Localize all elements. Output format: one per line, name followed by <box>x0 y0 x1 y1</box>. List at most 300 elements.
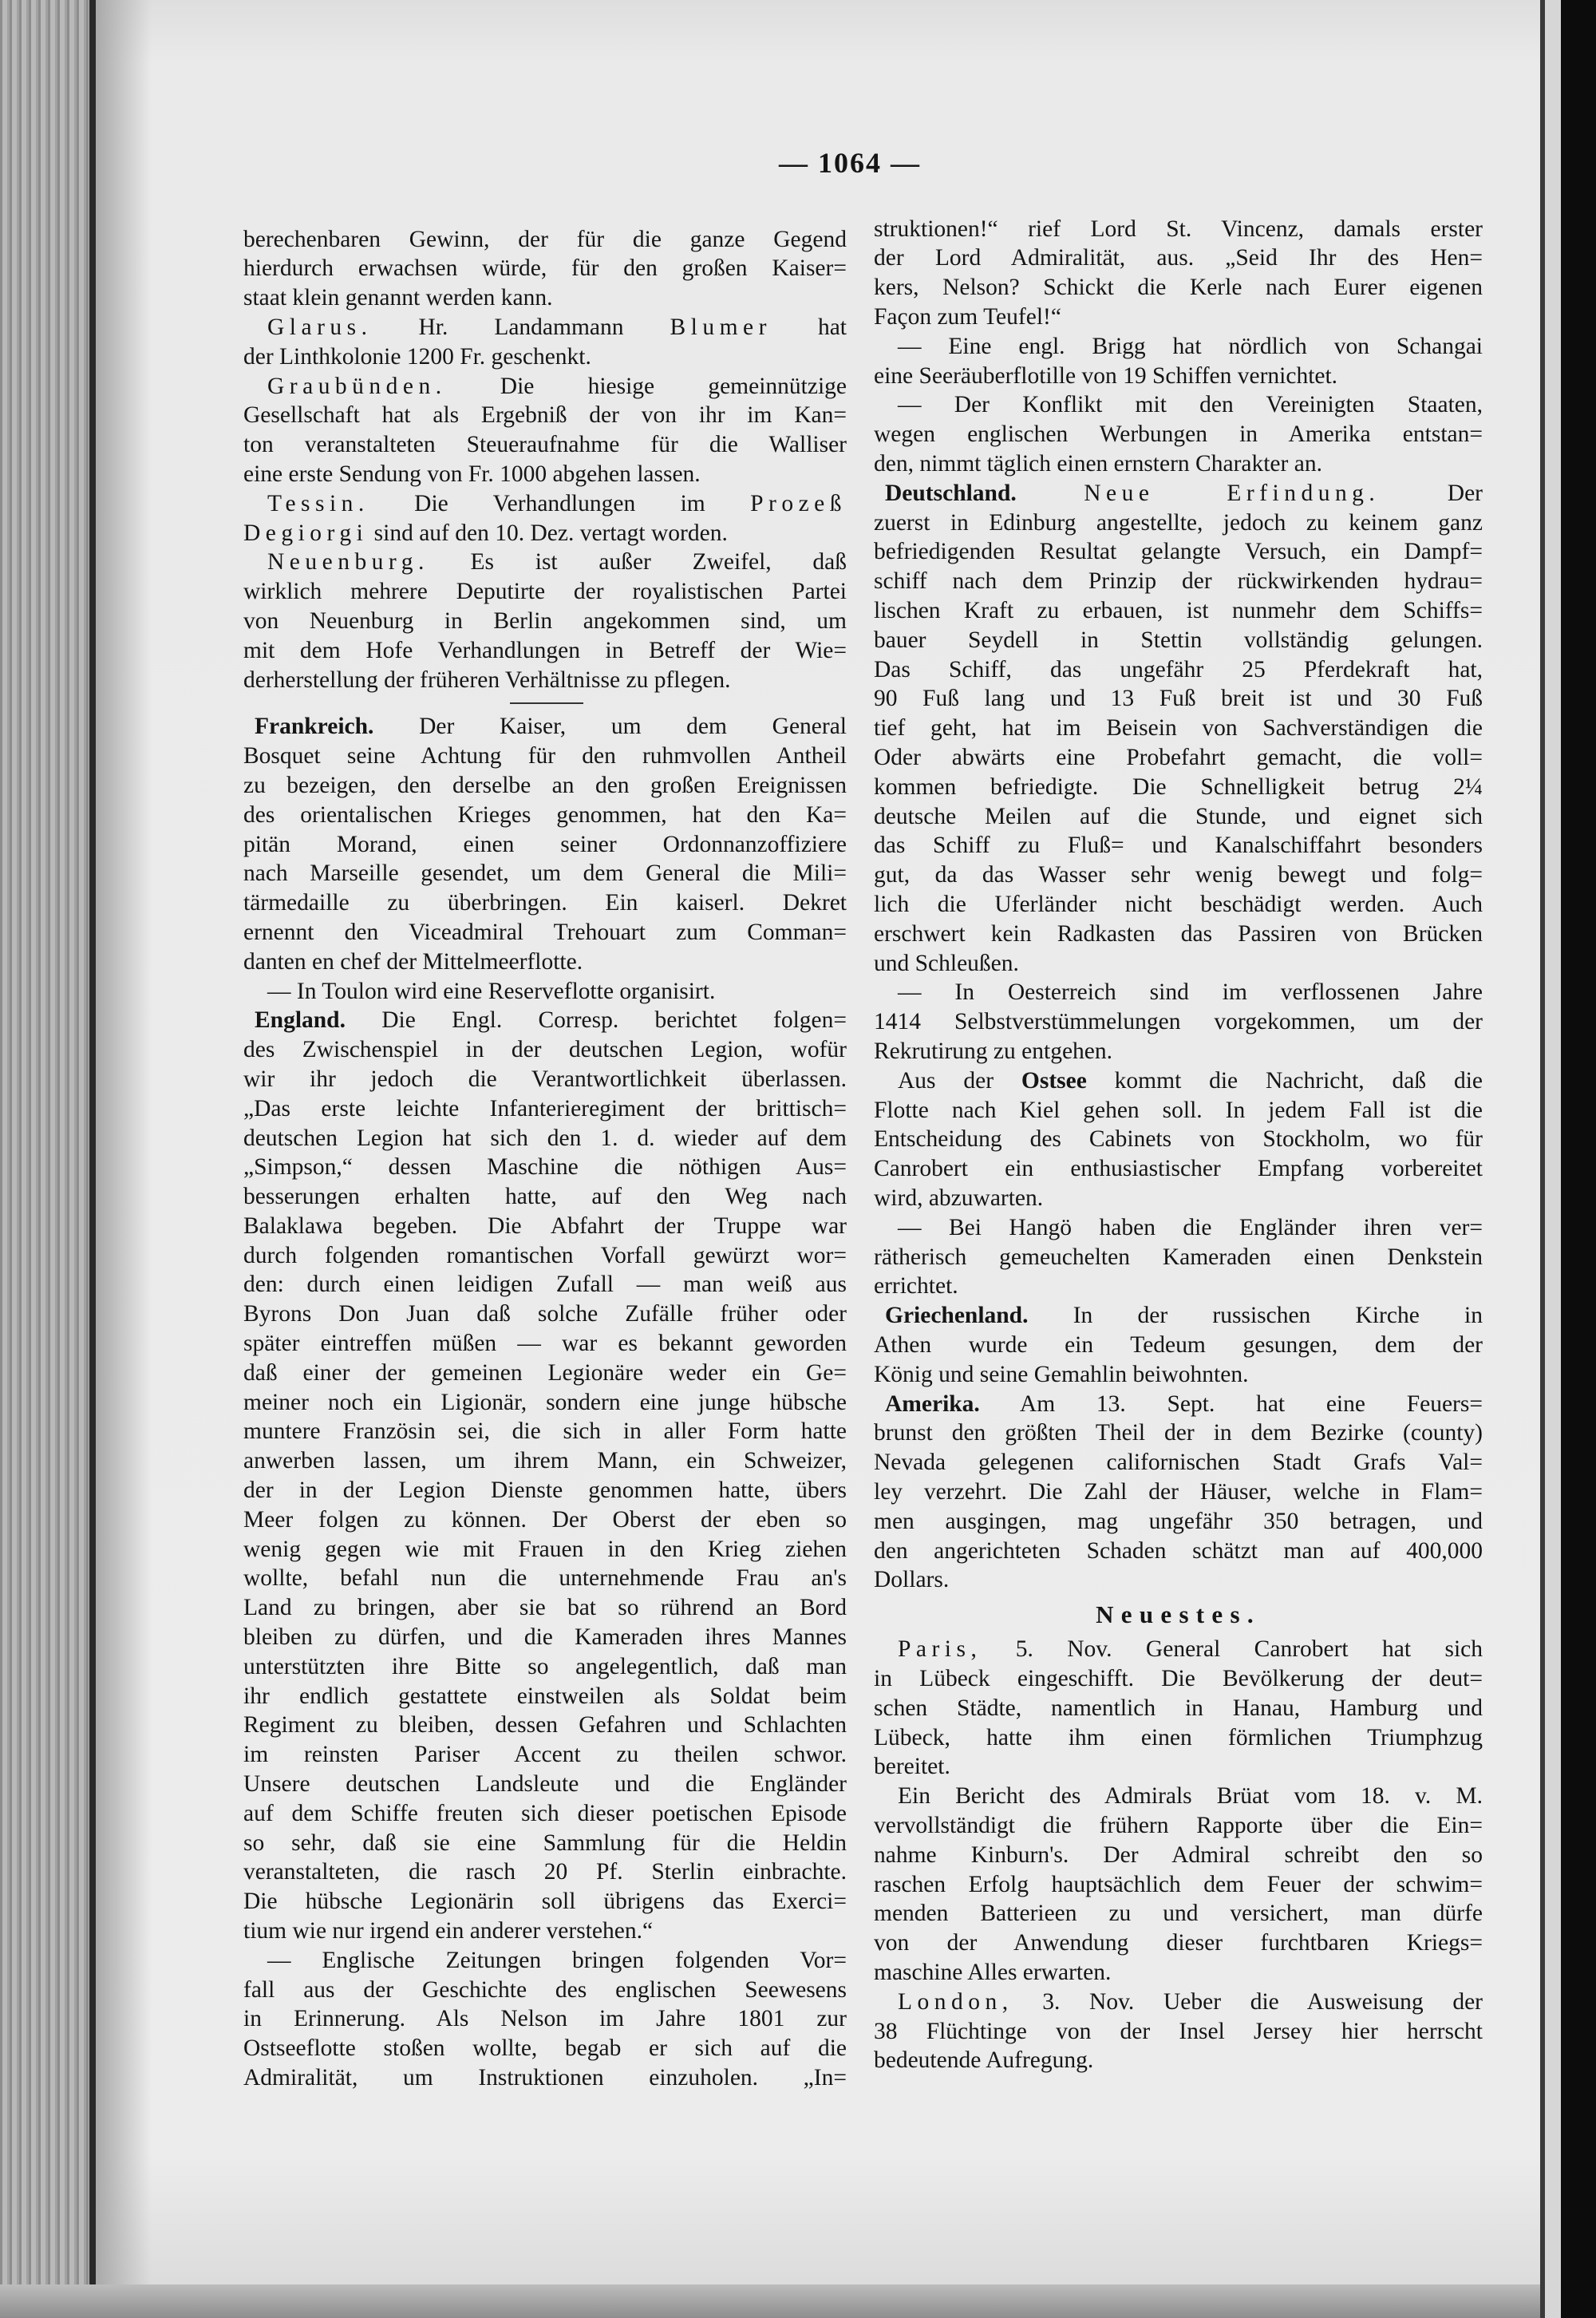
text-run: sind auf den 10. Dez. vertagt worden. <box>368 520 728 546</box>
text-line <box>243 636 847 666</box>
text-run: ernennt den Viceadmiral Trehouart zum Comman= <box>243 919 847 945</box>
text-run: pitän Morand, einen seiner Ordonnanzoffiziere <box>243 831 847 857</box>
spaced-name: Paris, <box>898 1636 982 1663</box>
text-run: rätherisch gemeuchelten Kameraden einen Denkstein <box>874 1244 1483 1270</box>
text-line <box>243 1299 847 1329</box>
article-paragraph <box>243 313 847 372</box>
text-run: Balaklawa begeben. Die Abfahrt der Truppe war <box>243 1212 847 1239</box>
text-run: hat <box>771 314 847 340</box>
text-run: Bosquet seine Achtung für den ruhmvollen Antheil <box>243 743 847 769</box>
text-line <box>243 1976 847 2005</box>
text-line <box>243 1388 847 1418</box>
text-line <box>874 949 1483 979</box>
text-line <box>243 1770 847 1799</box>
text-run: den, nimmt täglich einen ernstern Charakter an. <box>874 451 1322 477</box>
text-line <box>874 1066 1483 1096</box>
spaced-name: London, <box>898 1988 1013 2015</box>
text-line <box>243 1212 847 1241</box>
text-line <box>243 666 847 695</box>
text-line <box>874 1723 1483 1753</box>
text-run: das Schiff zu Fluß= und Kanalschiffahrt besonders <box>874 833 1483 859</box>
text-run: struktionen!“ rief Lord St. Vincenz, damals erster <box>874 216 1483 242</box>
text-run: 1414 Selbstverstümmelungen vorgekommen, um der <box>874 1009 1483 1035</box>
text-line <box>243 859 847 888</box>
bold-rubric: Frankreich. <box>255 714 374 740</box>
text-run: hierdurch erwachsen würde, für den großen Kaiser= <box>243 255 847 282</box>
text-line <box>874 920 1483 949</box>
text-run: Gesellschaft hat als Ergebniß der von ihr im Kan= <box>243 402 847 429</box>
text-run: tärmedaille zu überbringen. Ein kaiserl. Dekret <box>243 890 847 916</box>
text-run: lich die Uferländer nicht beschädigt werden. Auch <box>874 892 1483 918</box>
text-run: kers, Nelson? Schickt die Kerle nach Eurer eigenen <box>874 275 1483 301</box>
text-run: Regiment zu bleiben, dessen Gefahren und Schlachten <box>243 1712 847 1738</box>
page-number: — 1064 — <box>779 147 921 179</box>
text-line <box>874 831 1483 860</box>
bold-rubric: Amerika. <box>885 1390 980 1417</box>
text-run: ihr endlich gestattete einstweilen als Soldat beim <box>243 1683 847 1709</box>
text-line <box>874 479 1483 508</box>
text-run: tief geht, hat im Beisein von Sachverständigen die <box>874 715 1483 742</box>
text-line <box>874 1448 1483 1477</box>
text-line <box>243 401 847 430</box>
text-run: Unsere deutschen Landsleute und die Engländer <box>243 1771 847 1798</box>
text-run: der Linthkolonie 1200 Fr. geschenkt. <box>243 343 591 370</box>
right-column <box>874 215 1483 2075</box>
text-run: wir ihr jedoch die Verantwortlichkeit überlassen. <box>243 1066 847 1092</box>
text-line <box>874 1811 1483 1841</box>
text-line <box>874 215 1483 244</box>
text-run: kommen befriedigte. Die Schnelligkeit betrug 2¼ <box>874 773 1483 800</box>
text-line <box>874 890 1483 920</box>
text-line <box>243 1535 847 1564</box>
text-run: zuerst in Edinburg angestellte, jedoch zu keinem ganz <box>874 509 1483 536</box>
text-run: 38 Flüchtinge von der Insel Jersey hier herrscht <box>874 2018 1483 2044</box>
text-run: gut, da das Wasser sehr wenig bewegt und folg= <box>874 862 1483 888</box>
text-run: wird, abzuwarten. <box>874 1185 1044 1211</box>
text-run: Canrobert ein enthusiastischer Empfang vorbereitet <box>874 1156 1483 1182</box>
text-line <box>874 1928 1483 1958</box>
text-run: Lübeck, hatte ihm einen förmlichen Triumphzug <box>874 1724 1483 1750</box>
text-run: eine Seeräuberflotille von 19 Schiffen vernichtet. <box>874 362 1338 389</box>
text-line <box>243 1887 847 1917</box>
article-paragraph <box>874 1988 1483 2075</box>
text-line <box>874 1125 1483 1154</box>
text-run: 3. Nov. Ueber die Ausweisung der <box>1013 1988 1483 2015</box>
article-paragraph <box>243 977 847 1007</box>
text-line <box>874 1007 1483 1037</box>
text-line <box>243 888 847 918</box>
text-run: später eintreffen müßen — war es bekannt geworden <box>243 1331 847 1357</box>
text-line <box>874 1507 1483 1537</box>
text-run: von der Anwendung dieser furchtbaren Kriegs= <box>874 1930 1483 1956</box>
text-line <box>243 430 847 460</box>
text-line <box>243 742 847 771</box>
text-run: König und seine Gemahlin beiwohnten. <box>874 1361 1249 1387</box>
text-line <box>874 1752 1483 1782</box>
text-run: Byrons Don Juan daß solche Zufälle früher oder <box>243 1301 847 1327</box>
text-run: staat klein genannt werden kann. <box>243 285 553 311</box>
text-run: besserungen erhalten hatte, auf den Weg nach <box>243 1184 847 1210</box>
text-line <box>874 273 1483 303</box>
text-run: anwerben lassen, um ihrem Mann, ein Schweizer, <box>243 1448 847 1474</box>
text-line <box>243 1035 847 1065</box>
text-run: — In Oesterreich sind im verflossenen Jahre <box>898 979 1483 1006</box>
text-run: Dollars. <box>874 1567 950 1593</box>
text-line <box>243 1564 847 1593</box>
text-line <box>243 1829 847 1858</box>
text-run: fall aus der Geschichte des englischen Seewesens <box>243 1976 847 2003</box>
text-run: Façon zum Teufel!“ <box>874 304 1061 330</box>
text-line <box>874 567 1483 596</box>
text-line <box>874 596 1483 626</box>
text-line <box>874 243 1483 273</box>
text-line <box>874 743 1483 773</box>
text-line <box>243 489 847 519</box>
text-line <box>874 303 1483 332</box>
text-run: brunst den größten Theil der in dem Bezirke (county) <box>874 1420 1483 1446</box>
text-run: ton veranstalteten Steueraufnahme für die Walliser <box>243 432 847 458</box>
text-run: eine erste Sendung von Fr. 1000 abgehen lassen. <box>243 461 701 487</box>
text-line <box>874 1565 1483 1595</box>
text-run: Entscheidung des Cabinets von Stockholm, wo für <box>874 1126 1483 1153</box>
text-line <box>874 1390 1483 1419</box>
text-run: im reinsten Pariser Accent zu theilen schwor. <box>243 1742 847 1768</box>
text-run: Der Kaiser, um dem General <box>373 714 847 740</box>
text-run: Hr. Landammann <box>372 314 670 340</box>
article-paragraph <box>243 372 847 489</box>
text-run: des orientalischen Krieges genommen, hat den Ka= <box>243 801 847 828</box>
text-line <box>243 947 847 977</box>
text-run: — Englische Zeitungen bringen folgenden Vor= <box>267 1947 847 1973</box>
bold-rubric: Deutschland. <box>885 480 1017 506</box>
text-line <box>243 1153 847 1182</box>
text-run: derherstellung der früheren Verhältnisse zu pflegen. <box>243 667 731 693</box>
text-line <box>243 2063 847 2093</box>
text-line <box>243 1917 847 1946</box>
text-run: erschwert kein Radkasten das Passiren von Brücken <box>874 920 1483 947</box>
text-run: des Zwischenspiel in der deutschen Legion, wofür <box>243 1037 847 1063</box>
text-run: Das Schiff, das ungefähr 25 Pferdekraft hat, <box>874 656 1483 682</box>
text-run: in Lübeck eingeschifft. Die Bevölkerung der deut= <box>874 1665 1483 1691</box>
article-paragraph <box>874 479 1483 979</box>
text-run: bleiben zu dürfen, und die Kameraden ihres Mannes <box>243 1624 847 1651</box>
text-line <box>874 1213 1483 1243</box>
text-line <box>243 2034 847 2063</box>
text-run: veranstalteten, die rasch 20 Pf. Sterlin einbrachte. <box>243 1859 847 1885</box>
text-line <box>874 1782 1483 1811</box>
text-line <box>874 626 1483 655</box>
spaced-name: Prozeß <box>750 490 847 516</box>
text-run: schen Städte, namentlich in Hanau, Hamburg und <box>874 1695 1483 1721</box>
text-line <box>243 712 847 742</box>
text-run: wirklich mehrere Deputirte der royalistischen Partei <box>243 579 847 605</box>
text-run: den angerichteten Schaden schätzt man auf 400,000 <box>874 1537 1483 1564</box>
text-run: so sehr, daß sie eine Sammlung für die Heldin <box>243 1829 847 1856</box>
text-run: Der <box>1380 480 1483 506</box>
text-run: Die hiesige gemeinnützige <box>446 373 847 399</box>
text-line <box>874 1537 1483 1566</box>
article-paragraph <box>874 332 1483 391</box>
section-heading: Neuestes. <box>1096 1600 1261 1629</box>
bold-rubric: Griechenland. <box>885 1303 1029 1329</box>
text-line <box>243 1740 847 1770</box>
text-line <box>874 1331 1483 1360</box>
text-run: vervollständigt die frühern Rapporte über die Ein= <box>874 1812 1483 1838</box>
text-run: men ausgingen, mag ungefähr 350 betragen, und <box>874 1508 1483 1534</box>
text-line <box>243 577 847 607</box>
text-line <box>874 332 1483 362</box>
text-run: Land zu bringen, aber sie bat so rührend an Bord <box>243 1595 847 1621</box>
text-run: der Lord Admiralität, aus. „Seid Ihr des Hen= <box>874 245 1483 271</box>
text-run: wollte, befahl nun die unternehmende Frau an's <box>243 1565 847 1592</box>
text-line <box>243 1241 847 1271</box>
text-line <box>874 1154 1483 1184</box>
page-bottom-edge <box>0 2284 1540 2318</box>
text-run: wegen englischen Werbungen in Amerika entstan= <box>874 421 1483 448</box>
text-line <box>243 548 847 577</box>
spaced-name: Blumer <box>670 314 772 340</box>
article-paragraph <box>243 1946 847 2093</box>
text-line <box>874 1694 1483 1723</box>
text-line <box>874 1243 1483 1272</box>
text-line <box>243 372 847 401</box>
text-run: schiff nach dem Prinzip der rückwirkenden hydrau= <box>874 568 1483 595</box>
article-paragraph <box>874 1635 1483 1782</box>
text-run: Am 13. Sept. hat eine Feuers= <box>979 1390 1483 1417</box>
spaced-name: Degiorgi <box>243 520 369 546</box>
text-line <box>874 1301 1483 1331</box>
text-run: Es ist außer Zweifel, daß <box>429 549 847 576</box>
text-line <box>874 684 1483 714</box>
text-line <box>243 771 847 801</box>
text-line <box>243 1711 847 1740</box>
text-run: bedeutende Aufregung. <box>874 2047 1094 2074</box>
text-line <box>874 362 1483 391</box>
text-run: — In Toulon wird eine Reserveflotte organisirt. <box>267 978 716 1004</box>
text-line <box>874 508 1483 538</box>
text-line <box>243 1006 847 1035</box>
text-run: wenig gegen wie mit Frauen in den Krieg ziehen <box>243 1536 847 1562</box>
text-run: errichtet. <box>874 1273 958 1299</box>
text-line <box>243 460 847 489</box>
text-run: Ein Bericht des Admirals Brüat vom 18. v. M. <box>898 1783 1483 1810</box>
text-line <box>243 1652 847 1682</box>
text-line <box>874 1635 1483 1664</box>
article-paragraph <box>243 225 847 313</box>
spaced-name: Neuenburg. <box>267 549 429 576</box>
text-line <box>874 537 1483 567</box>
text-line <box>243 225 847 255</box>
text-line <box>243 1476 847 1505</box>
text-line <box>243 1270 847 1299</box>
text-line <box>243 1623 847 1652</box>
text-line <box>243 1446 847 1476</box>
text-line <box>243 519 847 548</box>
text-line <box>874 978 1483 1007</box>
text-line <box>243 1417 847 1446</box>
text-line <box>874 1096 1483 1125</box>
text-run: und Schleußen. <box>874 950 1019 976</box>
spaced-name: Tessin. <box>267 490 369 516</box>
text-run: raschen Erfolg hauptsächlich dem Feuer der schwim= <box>874 1871 1483 1897</box>
text-line <box>874 1958 1483 1988</box>
text-line <box>243 918 847 947</box>
text-run: Nevada gelegenen californischen Stadt Grafs Val= <box>874 1450 1483 1476</box>
text-run: befriedigenden Resultat gelangte Versuch, ein Dampf= <box>874 539 1483 565</box>
text-line <box>874 2017 1483 2047</box>
book-edge-left <box>0 0 89 2318</box>
article-paragraph <box>874 1301 1483 1389</box>
text-line <box>243 1857 847 1887</box>
spaced-name: Glarus. <box>267 314 373 340</box>
text-line <box>874 714 1483 743</box>
text-run: Ostseeflotte stoßen wollte, begab er sich auf die <box>243 2035 847 2062</box>
article-paragraph <box>874 1213 1483 1301</box>
text-line <box>874 1899 1483 1928</box>
text-run: berechenbaren Gewinn, der für die ganze Gegend <box>243 226 847 252</box>
text-run: Die hübsche Legionärin soll übrigens das Exerci= <box>243 1889 847 1915</box>
text-run: bereitet. <box>874 1754 950 1780</box>
text-line <box>243 2004 847 2034</box>
text-run: In der russischen Kirche in <box>1028 1303 1483 1329</box>
text-run: von Neuenburg in Berlin angekommen sind, um <box>243 607 847 634</box>
text-line <box>874 773 1483 802</box>
text-line <box>874 802 1483 832</box>
text-run: Oder abwärts eine Probefahrt gemacht, die voll= <box>874 745 1483 771</box>
text-run: meiner noch ein Ligionär, sondern eine junge hübsche <box>243 1389 847 1415</box>
text-line <box>243 1124 847 1153</box>
text-line <box>243 313 847 342</box>
text-run: den: durch einen leidigen Zufall — man weiß aus <box>243 1272 847 1298</box>
binding-shadow <box>96 0 152 2318</box>
text-line <box>243 607 847 636</box>
text-line <box>243 1359 847 1388</box>
text-run <box>1017 481 1084 506</box>
article-paragraph <box>243 1006 847 1946</box>
text-run: deutschen Legion hat sich den 1. d. wieder auf dem <box>243 1125 847 1151</box>
section-divider <box>243 694 847 712</box>
text-run: — Eine engl. Brigg hat nördlich von Schangai <box>898 333 1483 359</box>
article-paragraph <box>243 548 847 694</box>
text-run: ley verzehrt. Die Zahl der Häuser, welche in Flam= <box>874 1478 1483 1505</box>
text-run: „Das erste leichte Infanterieregiment der brittisch= <box>243 1095 847 1121</box>
text-run: in Erinnerung. Als Nelson im Jahre 1801 zur <box>243 2006 847 2032</box>
text-line <box>874 655 1483 685</box>
text-run: bauer Seydell in Stettin vollständig gelungen. <box>874 627 1483 653</box>
text-run: maschine Alles erwarten. <box>874 1959 1112 1985</box>
text-run: Die Verhandlungen im <box>369 490 751 516</box>
article-paragraph <box>874 1390 1483 1596</box>
text-line <box>874 390 1483 420</box>
article-paragraph <box>874 1066 1483 1213</box>
text-line <box>243 283 847 313</box>
text-line <box>243 342 847 372</box>
text-line <box>874 860 1483 890</box>
text-line <box>243 1799 847 1829</box>
text-line <box>874 1988 1483 2017</box>
bold-rubric: England. <box>255 1007 346 1034</box>
text-line <box>243 1065 847 1094</box>
text-line <box>243 1505 847 1535</box>
text-run: nahme Kinburn's. Der Admiral schreibt den so <box>874 1841 1483 1868</box>
text-line <box>874 1870 1483 1900</box>
text-run: nach Marseille gesendet, um dem General die Mili= <box>243 860 847 887</box>
text-line <box>874 1477 1483 1507</box>
text-line <box>874 1841 1483 1870</box>
spaced-name: Neue Erfindung. <box>1084 480 1381 506</box>
text-line <box>874 1664 1483 1694</box>
spaced-name: Graubünden. <box>267 373 447 399</box>
text-run: menden Batterieen zu und versichert, man dürfe <box>874 1901 1483 1927</box>
text-run: Flotte nach Kiel gehen soll. In jedem Fall ist die <box>874 1097 1483 1123</box>
article-paragraph <box>243 489 847 548</box>
text-line <box>874 1360 1483 1390</box>
article-paragraph <box>874 978 1483 1066</box>
text-run: Athen wurde ein Tedeum gesungen, dem der <box>874 1331 1483 1358</box>
text-run: zu bezeigen, den derselbe an den großen Ereignissen <box>243 772 847 798</box>
text-line <box>874 1184 1483 1213</box>
text-run: „Simpson,“ dessen Maschine die nöthigen Aus= <box>243 1154 847 1181</box>
text-line <box>243 1682 847 1711</box>
text-run: 90 Fuß lang und 13 Fuß breit ist und 30 Fuß <box>874 686 1483 712</box>
text-line <box>874 420 1483 449</box>
text-line <box>243 977 847 1007</box>
binding-line <box>89 0 96 2318</box>
text-run: Admiralität, um Instruktionen einzuholen. „In= <box>243 2065 847 2091</box>
text-line <box>243 1329 847 1359</box>
text-line <box>874 2046 1483 2075</box>
text-run: deutsche Meilen auf die Stunde, und eignet sich <box>874 803 1483 829</box>
text-run: Aus der <box>898 1067 1021 1094</box>
text-run: 5. Nov. General Canrobert hat sich <box>982 1636 1483 1663</box>
text-line <box>243 1946 847 1976</box>
text-line <box>243 254 847 283</box>
article-paragraph <box>874 1782 1483 1988</box>
text-run: durch folgenden romantischen Vorfall gewürzt wor= <box>243 1242 847 1268</box>
text-run: daß einer der gemeinen Legionäre weder ein Ge= <box>243 1359 847 1386</box>
text-line <box>243 830 847 860</box>
page-edge-right <box>1540 0 1596 2318</box>
text-line <box>243 1593 847 1623</box>
text-line <box>243 1094 847 1124</box>
text-run: der in der Legion Dienste genommen hatte, übers <box>243 1477 847 1504</box>
text-line <box>874 1272 1483 1301</box>
article-paragraph <box>874 390 1483 478</box>
text-run: Rekrutirung zu entgehen. <box>874 1038 1113 1064</box>
text-run: unterstützten ihre Bitte so angelegentlich, daß man <box>243 1653 847 1679</box>
left-column <box>243 225 847 2093</box>
text-run: — Der Konflikt mit den Vereinigten Staaten, <box>898 392 1483 418</box>
text-line <box>874 1037 1483 1066</box>
text-run: danten en chef der Mittelmeerflotte. <box>243 948 583 975</box>
text-line <box>874 1418 1483 1448</box>
text-run: — Bei Hangö haben die Engländer ihren ver= <box>898 1214 1483 1240</box>
text-run: lischen Kraft zu erbauen, ist nunmehr dem Schiffs= <box>874 598 1483 624</box>
bold-rubric: Ostsee <box>1021 1067 1087 1094</box>
text-run: mit dem Hofe Verhandlungen in Betreff der Wie= <box>243 637 847 663</box>
text-run: muntere Französin sei, die sich in aller Form hatte <box>243 1418 847 1445</box>
article-paragraph <box>874 215 1483 332</box>
text-run: tium wie nur irgend ein anderer verstehen.“ <box>243 1918 654 1944</box>
text-run: kommt die Nachricht, daß die <box>1086 1067 1483 1094</box>
text-run: Meer folgen zu können. Der Oberst der eben so <box>243 1506 847 1533</box>
article-paragraph <box>243 712 847 976</box>
text-line <box>243 1182 847 1212</box>
text-run: Die Engl. Corresp. berichtet folgen= <box>345 1007 847 1034</box>
text-line <box>874 449 1483 479</box>
text-line <box>243 801 847 830</box>
text-run: auf dem Schiffe freuten sich dieser poetischen Episode <box>243 1800 847 1826</box>
